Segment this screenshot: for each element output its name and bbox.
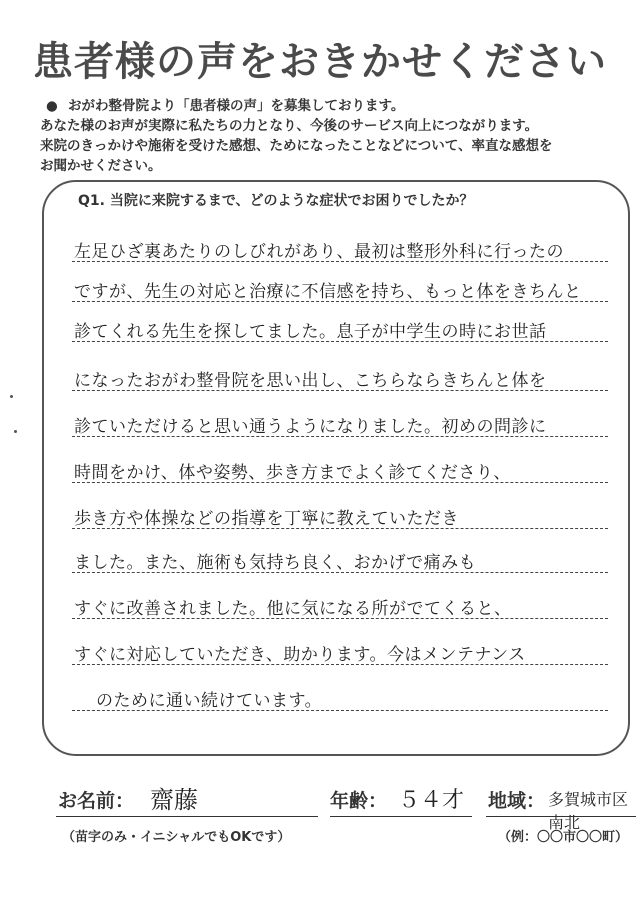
answer-line: すぐに対応していただき、助かります。今はメンテナンス <box>74 645 526 665</box>
region-label: 地域： <box>488 790 546 812</box>
age-value: ５４才 <box>398 788 465 813</box>
answer-line: 診ていただけると思い通うようになりました。初めの問診に <box>74 417 547 437</box>
answer-line: ました。また、施術も気持ち良く、おかげで痛みも <box>74 553 477 573</box>
speck <box>10 395 13 398</box>
intro-line-1: おがわ整骨院より「患者様の声」を募集しております。 <box>68 98 405 114</box>
question-text: Q1. 当院に来院するまで、どのような症状でお困りでしたか？ <box>78 193 474 209</box>
answer-line: すぐに改善されました。他に気になる所がでてくると、 <box>74 599 512 619</box>
region-value: 多賀城市区南北 <box>548 790 629 832</box>
speck <box>14 430 17 433</box>
answer-line: ですが、先生の対応と治療に不信感を持ち、もっと体をきちんと <box>74 282 582 302</box>
name-label: お名前： <box>58 790 135 812</box>
region-note: （例：〇〇市〇〇町） <box>498 830 629 845</box>
intro-line-3: 来院のきっかけや施術を受けた感想、ためになったことなどについて、率直な感想を <box>40 138 553 154</box>
region-underline <box>486 816 636 817</box>
age-underline <box>330 816 472 817</box>
answer-line: 左足ひざ裏あたりのしびれがあり、最初は整形外科に行ったの <box>74 242 564 262</box>
bullet-icon: ● <box>46 98 58 114</box>
answer-line: 時間をかけ、体や姿勢、歩き方までよく診てくださり、 <box>74 463 511 483</box>
answer-line: のために通い続けています。 <box>96 691 323 711</box>
intro-line-4: お聞かせください。 <box>40 158 162 174</box>
name-underline <box>56 816 318 817</box>
answer-line: 診てくれる先生を探してました。息子が中学生の時にお世話 <box>74 322 547 342</box>
name-value: 齋藤 <box>150 786 198 814</box>
answer-line: 歩き方や体操などの指導を丁寧に教えていただき <box>74 509 459 529</box>
age-label: 年齢： <box>330 790 388 812</box>
intro-line-2: あなた様のお声が実際に私たちの力となり、今後のサービス向上につながります。 <box>40 118 539 134</box>
page-title: 患者様の声をおきかせください <box>33 39 607 85</box>
name-note: （苗字のみ・イニシャルでもOKです） <box>62 830 291 845</box>
answer-line: になったおがわ整骨院を思い出し、こちらならきちんと体を <box>74 371 547 391</box>
intro-text <box>40 96 630 176</box>
